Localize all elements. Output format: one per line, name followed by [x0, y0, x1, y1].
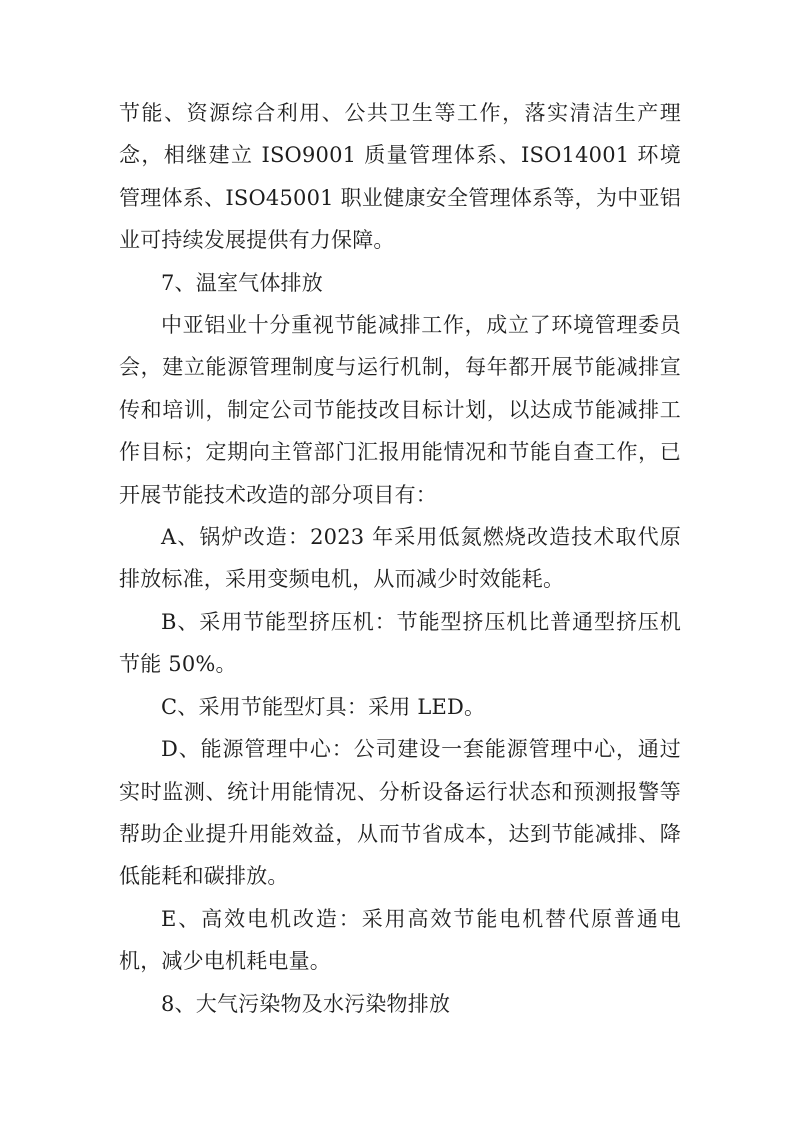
list-item-d-energy-management-center: D、能源管理中心：公司建设一套能源管理中心，通过实时监测、统计用能情况、分析设备运行状态和预测报警等帮助企业提升用能效益，从而节省成本，达到节能减排、降低能耗和碳排放。	[119, 737, 681, 889]
section-heading-greenhouse-gas: 7、温室气体排放	[161, 270, 323, 295]
document-body	[119, 92, 681, 1025]
paragraph-continuation-management-systems: 节能、资源综合利用、公共卫生等工作，落实清洁生产理念，相继建立 ISO9001 质量管理体系、ISO14001 环境管理体系、ISO45001 职业健康安全管理体系等，为中亚铝业可持续发展提供有力保障。	[119, 101, 681, 253]
list-item-c-led-lighting: C、采用节能型灯具：采用 LED。	[161, 694, 486, 719]
list-item-e-high-efficiency-motor: E、高效电机改造：采用高效节能电机替代原普通电机，减少电机耗电量。	[119, 906, 681, 974]
list-item-a-boiler-retrofit: A、锅炉改造：2023 年采用低氮燃烧改造技术取代原排放标准，采用变频电机，从而减少时效能耗。	[119, 525, 681, 592]
list-item-b-energy-saving-extruder: B、采用节能型挤压机：节能型挤压机比普通型挤压机节能 50%。	[119, 609, 681, 677]
paragraph-energy-management: 中亚铝业十分重视节能减排工作，成立了环境管理委员会，建立能源管理制度与运行机制，每年都开展节能减排宣传和培训，制定公司节能技改目标计划，以达成节能减排工作目标；定期向主管部门汇报用能情况和节能自查工作，已开展节能技术改造的部分项目有：	[119, 313, 681, 507]
section-heading-air-water-pollutants: 8、大气污染物及水污染物排放	[161, 991, 451, 1016]
